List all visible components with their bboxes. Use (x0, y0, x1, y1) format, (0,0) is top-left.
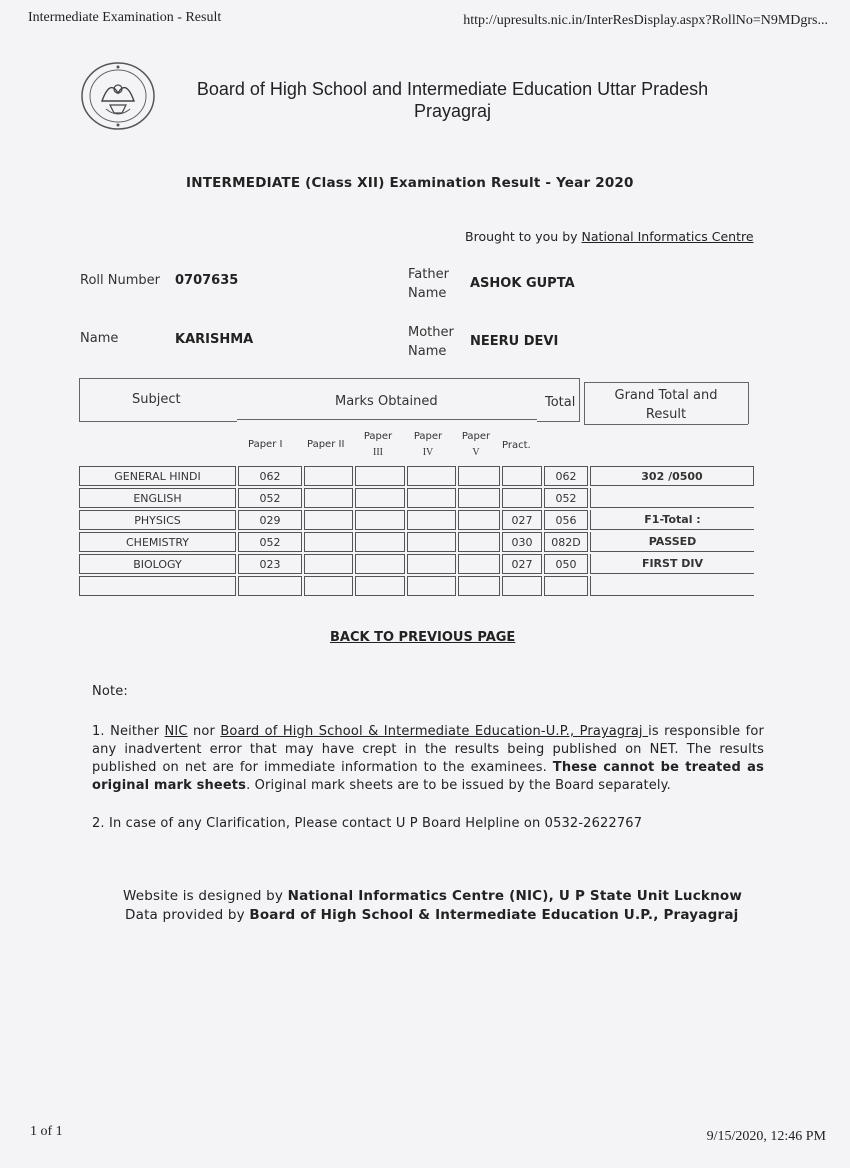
table-row-empty (79, 576, 754, 596)
subject-cell: GENERAL HINDI (79, 466, 236, 486)
footer-line-2 (125, 905, 738, 925)
paper-i-cell: 052 (238, 488, 302, 508)
nic-link[interactable]: National Informatics Centre (581, 229, 754, 244)
note-paragraph-2: 2. In case of any Clarification, Please contact U P Board Helpline on 0532-2622767 (92, 816, 643, 831)
mother-name-value: NEERU DEVI (470, 334, 559, 349)
mother-label-line1: Mother (408, 325, 454, 340)
print-url: http://upresults.nic.in/InterResDisplay.aspx?RollNo=N9MDgrs... (463, 13, 828, 28)
grand-result-cell: FIRST DIV (590, 554, 754, 574)
father-name-label (408, 265, 449, 303)
father-name-value: ASHOK GUPTA (470, 276, 575, 291)
paper-iii-line1: Paper (363, 431, 393, 442)
paper-i-cell: 062 (238, 466, 302, 486)
paper-iv-line1: Paper (413, 431, 443, 442)
note-text: nor (187, 724, 221, 739)
father-label-line1: Father (408, 267, 449, 282)
grand-result-cell (590, 488, 754, 508)
note-text: is responsible for any inadvertent error that may have crept in the results being published on NET. The results published on net are for immediate information to the examinees. (92, 724, 764, 775)
paper-iv-header (410, 429, 446, 461)
practical-cell (502, 488, 542, 508)
total-cell: 056 (544, 510, 588, 530)
board-name-line1: Board of High School and Intermediate Education Uttar Pradesh (196, 79, 709, 99)
footer-bold: National Informatics Centre (NIC), U P State Unit Lucknow (287, 888, 743, 904)
mother-name-label (408, 323, 454, 361)
total-cell: 052 (544, 488, 588, 508)
table-row (79, 510, 754, 530)
paper-v-line2: V (472, 447, 480, 458)
brought-prefix: Brought to you by (465, 229, 578, 244)
col-marks-obtained: Marks Obtained (335, 394, 438, 409)
brought-to-you (465, 229, 754, 244)
col-grand-line2: Result (645, 407, 687, 422)
grand-result-cell: PASSED (590, 532, 754, 552)
name-value: KARISHMA (175, 332, 254, 347)
grand-result-cell: F1-Total : (590, 510, 754, 530)
note-heading: Note: (92, 684, 128, 699)
subject-cell: ENGLISH (79, 488, 236, 508)
note-text: 1. Neither (92, 724, 165, 739)
practical-cell: 027 (502, 510, 542, 530)
paper-v-header (458, 429, 494, 461)
subject-cell: BIOLOGY (79, 554, 236, 574)
note-text: . Original mark sheets are to be issued by the Board separately. (246, 778, 671, 793)
father-label-line2: Name (408, 286, 447, 301)
up-emblem-logo (80, 61, 156, 131)
practical-cell: 030 (502, 532, 542, 552)
paper-v-line1: Paper (461, 431, 491, 442)
col-grand-total (590, 386, 742, 424)
grand-total-cell: 302 /0500 (590, 466, 754, 486)
roll-number-label: Roll Number (80, 273, 160, 288)
footer-bold: Board of High School & Intermediate Education U.P., Prayagraj (249, 907, 739, 923)
marks-table (77, 464, 756, 598)
paper-ii-header: Paper II (307, 439, 345, 450)
total-cell: 082D (544, 532, 588, 552)
note-paragraph-1 (92, 723, 764, 795)
paper-iii-line2: III (373, 447, 383, 458)
roll-number-value: 0707635 (175, 273, 239, 288)
table-row (79, 532, 754, 552)
name-label: Name (80, 331, 119, 346)
footer-text: Data provided by (125, 907, 250, 923)
paper-iv-line2: IV (422, 447, 434, 458)
col-total: Total (545, 395, 576, 410)
mother-label-line2: Name (408, 344, 447, 359)
board-ref: Board of High School & Intermediate Education-U.P., Prayagraj (220, 724, 649, 739)
paper-i-cell: 023 (238, 554, 302, 574)
total-cell: 050 (544, 554, 588, 574)
subject-cell: CHEMISTRY (79, 532, 236, 552)
col-subject: Subject (132, 392, 181, 407)
table-row (79, 466, 754, 486)
print-timestamp: 9/15/2020, 12:46 PM (706, 1129, 826, 1144)
paper-iii-header (360, 429, 396, 461)
print-page-title: Intermediate Examination - Result (28, 10, 222, 25)
nic-ref: NIC (164, 724, 188, 739)
footer-line-1 (123, 886, 742, 906)
table-row (79, 488, 754, 508)
practical-cell (502, 466, 542, 486)
note-emphasis: These cannot be treated as original mark sheets (92, 760, 764, 793)
total-cell: 062 (544, 466, 588, 486)
paper-i-header: Paper I (248, 439, 283, 450)
practical-cell: 027 (502, 554, 542, 574)
practical-header: Pract. (502, 440, 531, 451)
print-page-count: 1 of 1 (30, 1124, 63, 1139)
col-grand-line1: Grand Total and (614, 388, 718, 403)
board-name-line2: Prayagraj (413, 101, 492, 121)
back-to-previous-page-link[interactable]: BACK TO PREVIOUS PAGE (330, 630, 516, 645)
exam-title: INTERMEDIATE (Class XII) Examination Result - Year 2020 (186, 175, 634, 191)
paper-i-cell: 052 (238, 532, 302, 552)
paper-i-cell: 029 (238, 510, 302, 530)
footer-text: Website is designed by (123, 888, 288, 904)
table-row (79, 554, 754, 574)
subject-cell: PHYSICS (79, 510, 236, 530)
